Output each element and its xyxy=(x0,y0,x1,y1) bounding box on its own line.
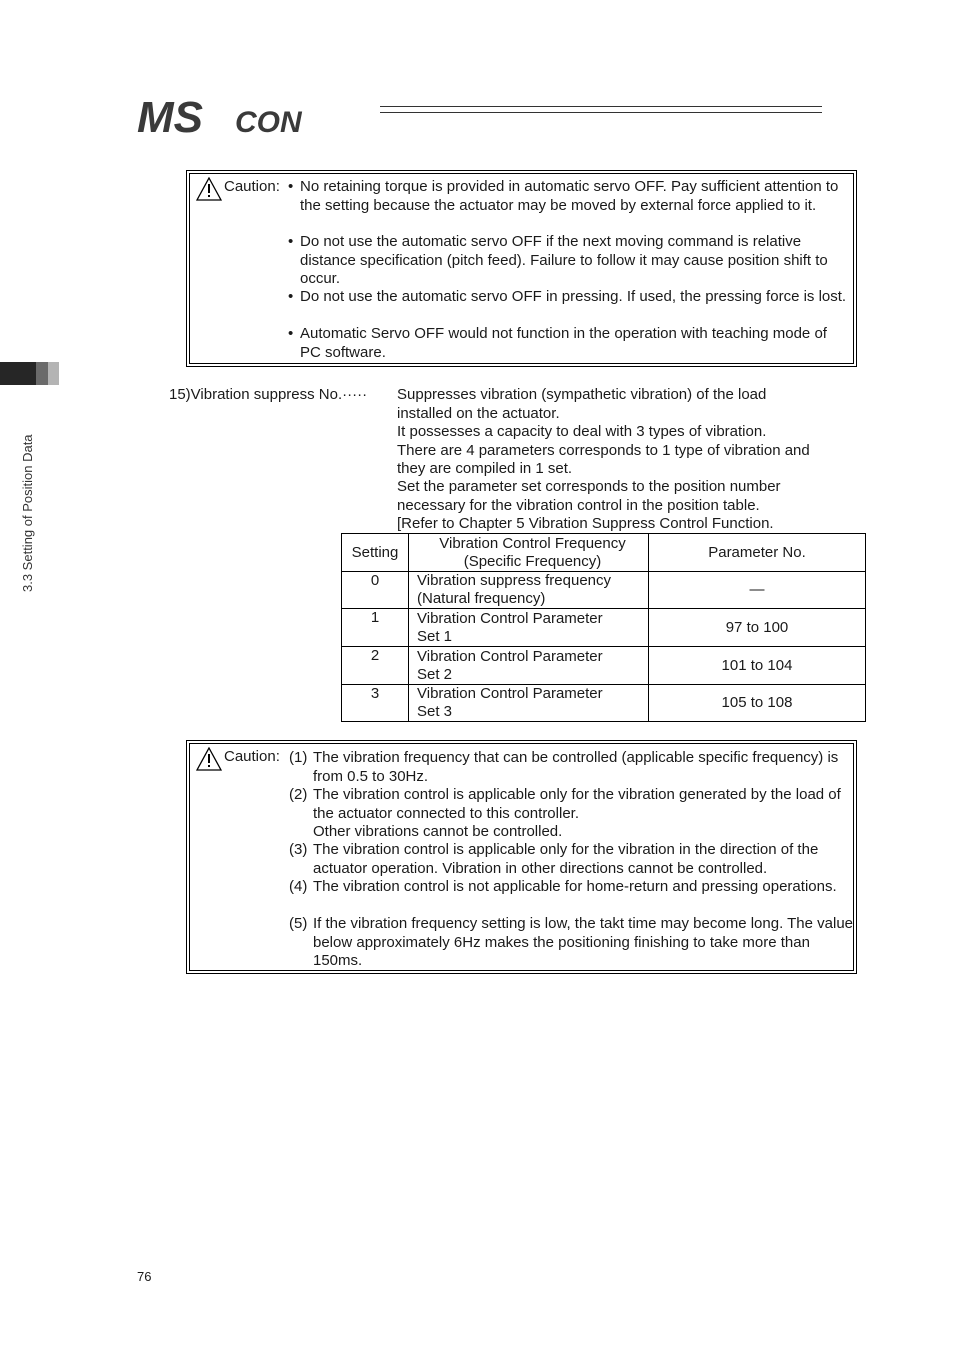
page-number: 76 xyxy=(137,1269,152,1284)
header-rule-bottom xyxy=(380,112,822,113)
item-label: 15)Vibration suppress No.····· xyxy=(169,386,368,403)
header-parameter: Parameter No. xyxy=(649,534,866,572)
caution-box-vibration: Caution: (1) The vibration frequency that can be controlled (applicable specific frequency) is from 0.5 to 30Hz. (2) The vibration control is applicable only for the vibration generated by the load of the actuator connected to this controller. Other vibrations cannot be controlled. (3) The vibration control is applicable only for the vibration in the direction of the actuator operation. Vibration in other directions cannot be controlled. (4) The vibration control is not applicable for home-return and pressing operations. (5) If the vibration frequency setting is low, the takt time may become long. The value below approximately 6Hz makes the positioning finishing to take more than 150ms. xyxy=(186,740,857,974)
svg-text:MS: MS xyxy=(137,96,203,136)
item-description-line: installed on the actuator. xyxy=(397,405,560,422)
table-row: 2 Vibration Control Parameter Set 2 101 to 104 xyxy=(342,647,866,685)
warning-icon xyxy=(196,747,222,771)
svg-text:CON: CON xyxy=(235,106,302,136)
table-row: 1 Vibration Control Parameter Set 1 97 to 100 xyxy=(342,609,866,647)
item-description-line: Suppresses vibration (sympathetic vibration) of the load xyxy=(397,386,767,403)
mscon-logo xyxy=(137,96,369,136)
header-setting: Setting xyxy=(342,534,409,572)
vibration-table xyxy=(341,533,866,722)
caution-box-auto-servo: Caution: • No retaining torque is provided in automatic servo OFF. Pay sufficient attention to the setting because the actuator may be moved by external force applied to it. • Do not use the automatic servo OFF if the next moving command is relative distance specification (pitch feed). Failure to follow it may cause position shift to occur. • Do not use the automatic servo OFF in pressing. If used, the pressing force is lost. • Automatic Servo OFF would not function in the operation with teaching mode of PC software. xyxy=(186,170,857,367)
chapter-tab xyxy=(0,362,59,385)
item-description-line: necessary for the vibration control in the position table. xyxy=(397,497,760,514)
item-description-line: they are compiled in 1 set. xyxy=(397,460,573,477)
header-rule-top xyxy=(380,106,822,107)
header-frequency: Vibration Control Frequency (Specific Frequency) xyxy=(409,534,649,572)
item-description-line: It possesses a capacity to deal with 3 types of vibration. xyxy=(397,423,767,440)
item-description-line: There are 4 parameters corresponds to 1 type of vibration and xyxy=(397,442,810,459)
warning-icon xyxy=(196,177,222,201)
table-row: 0 Vibration suppress frequency (Natural frequency) — xyxy=(342,572,866,609)
table-header-row xyxy=(342,534,866,572)
caution-label: Caution: xyxy=(224,748,280,765)
table-row: 3 Vibration Control Parameter Set 3 105 to 108 xyxy=(342,685,866,722)
item-description-line: Set the parameter set corresponds to the position number xyxy=(397,478,781,495)
section-label: 3.3 Setting of Position Data xyxy=(20,434,35,592)
caution-label: Caution: xyxy=(224,178,280,195)
item-description-line: [Refer to Chapter 5 Vibration Suppress Control Function. xyxy=(397,515,774,532)
